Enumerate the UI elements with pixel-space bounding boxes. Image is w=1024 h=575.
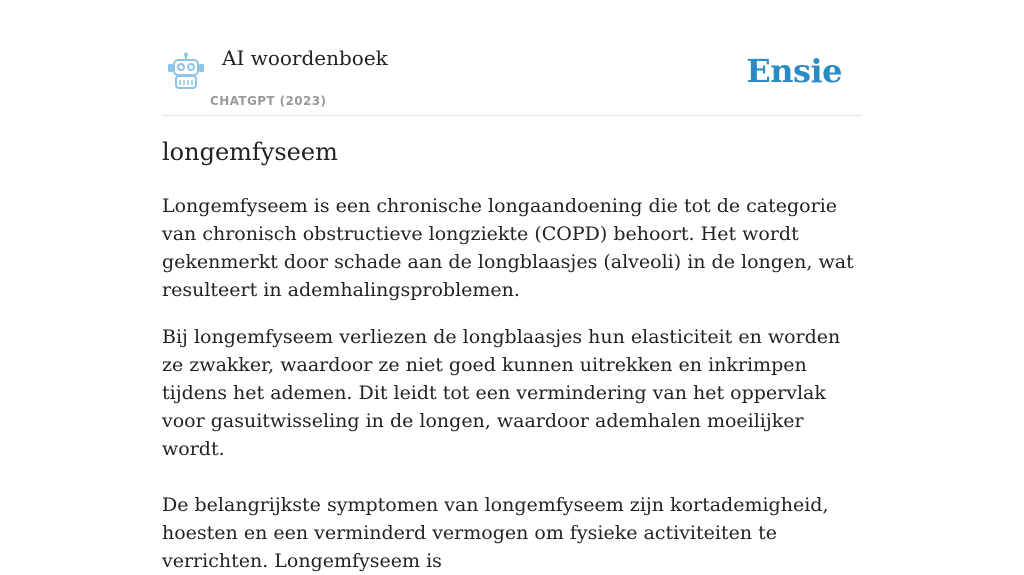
source-title[interactable]: AI woordenboek: [222, 46, 388, 70]
definition-paragraph: De belangrijkste symptomen van longemfyseem zijn kortademigheid, hoesten en een verminderd vermogen om fysieke activiteiten te verrichten. Longemfyseem is: [162, 494, 829, 572]
definition-paragraph: Bij longemfyseem verliezen de longblaasjes hun elasticiteit en worden ze zwakker, waardoor ze niet goed kunnen uitrekken en inkrimpen tijdens het ademen. Dit leidt tot een vermindering van het oppervlak voor gasuitwisseling in de longen, waardoor ademhalen moeilijker wordt.: [162, 326, 841, 460]
definition-paragraph: Longemfyseem is een chronische longaandoening die tot de categorie van chronisch obstructieve longziekte (COPD) behoort. Het wordt gekenmerkt door schade aan de longblaasjes (alveoli) in de longen, wat resulteert in ademhalingsproblemen.: [162, 195, 854, 301]
page-header: [162, 40, 862, 116]
entry-term: longemfyseem: [162, 138, 338, 166]
brand-logo[interactable]: Ensie: [746, 52, 842, 90]
source-subtitle: CHATGPT (2023): [210, 94, 327, 108]
robot-icon: [166, 52, 206, 90]
entry-definition: [162, 192, 862, 575]
